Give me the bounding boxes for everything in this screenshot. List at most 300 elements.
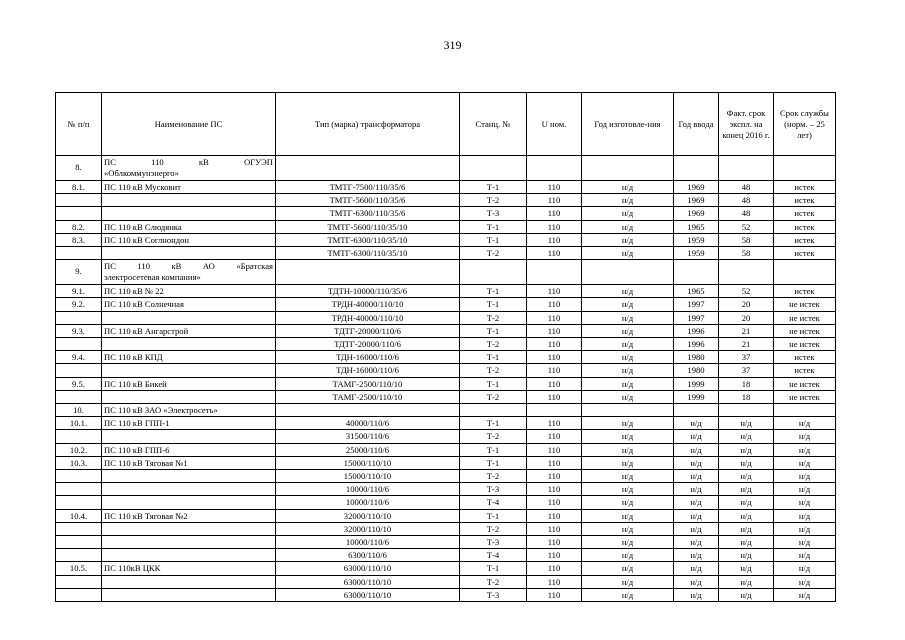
cell-mfg: н/д: [582, 483, 674, 496]
cell-life: не истек: [774, 298, 836, 311]
cell-name: [102, 575, 276, 588]
cell-name: [102, 390, 276, 403]
cell-year: 1969: [674, 194, 719, 207]
cell-name-line2: «Облкоммунэнерго»: [104, 168, 179, 178]
cell-year: н/д: [674, 588, 719, 601]
cell-mfg: н/д: [582, 324, 674, 337]
cell-mfg: [582, 156, 674, 181]
cell-life: не истек: [774, 390, 836, 403]
header-mfg: Год изготовле-ния: [582, 93, 674, 156]
cell-station: Т-1: [460, 456, 527, 469]
cell-num: [56, 483, 102, 496]
cell-life: не истек: [774, 311, 836, 324]
header-name: Наименование ПС: [102, 93, 276, 156]
cell-u: 110: [527, 430, 582, 443]
table-row: [56, 233, 836, 246]
cell-u: 110: [527, 522, 582, 535]
cell-mfg: н/д: [582, 233, 674, 246]
cell-num: [56, 364, 102, 377]
cell-fact: н/д: [719, 588, 774, 601]
cell-name: ПС 110 кВ Ангарстрой: [102, 324, 276, 337]
cell-num: 9.5.: [56, 377, 102, 390]
cell-u: 110: [527, 311, 582, 324]
cell-u: [527, 260, 582, 285]
cell-mfg: н/д: [582, 247, 674, 260]
cell-life: н/д: [774, 522, 836, 535]
cell-life: н/д: [774, 588, 836, 601]
cell-fact: 20: [719, 311, 774, 324]
cell-num: [56, 549, 102, 562]
cell-mfg: н/д: [582, 443, 674, 456]
cell-mfg: н/д: [582, 377, 674, 390]
cell-num: 8.3.: [56, 233, 102, 246]
cell-life: н/д: [774, 470, 836, 483]
cell-u: 110: [527, 233, 582, 246]
cell-num: [56, 338, 102, 351]
cell-mfg: н/д: [582, 311, 674, 324]
cell-fact: н/д: [719, 509, 774, 522]
cell-station: Т-1: [460, 324, 527, 337]
cell-life: не истек: [774, 377, 836, 390]
header-num: № п/п: [56, 93, 102, 156]
cell-name: ПС 110 кВ Солнечная: [102, 298, 276, 311]
table-row: [56, 351, 836, 364]
cell-station: Т-1: [460, 233, 527, 246]
cell-name: [102, 536, 276, 549]
cell-life: истек: [774, 351, 836, 364]
cell-name: ПС 110 кВ № 22: [102, 285, 276, 298]
cell-mfg: [582, 260, 674, 285]
cell-fact: 21: [719, 324, 774, 337]
cell-type: 40000/110/6: [276, 417, 460, 430]
cell-type: ТРДН-40000/110/10: [276, 298, 460, 311]
cell-life: истек: [774, 194, 836, 207]
cell-life: н/д: [774, 562, 836, 575]
cell-fact: 21: [719, 338, 774, 351]
cell-life: истек: [774, 285, 836, 298]
cell-name: [102, 588, 276, 601]
cell-year: н/д: [674, 522, 719, 535]
cell-station: Т-2: [460, 390, 527, 403]
cell-life: н/д: [774, 443, 836, 456]
cell-type: 63000/110/10: [276, 588, 460, 601]
cell-mfg: н/д: [582, 588, 674, 601]
cell-mfg: н/д: [582, 364, 674, 377]
cell-u: 110: [527, 351, 582, 364]
cell-station: Т-1: [460, 298, 527, 311]
header-u: U ном.: [527, 93, 582, 156]
table-row: [56, 509, 836, 522]
cell-num: [56, 470, 102, 483]
cell-type: ТМТГ-6300/110/35/6: [276, 207, 460, 220]
cell-fact: [719, 404, 774, 417]
cell-name-line1: ПС 110 кВ АО «Братская: [104, 260, 273, 271]
cell-year: н/д: [674, 417, 719, 430]
table-row: [56, 377, 836, 390]
cell-mfg: н/д: [582, 338, 674, 351]
cell-type: 10000/110/6: [276, 536, 460, 549]
cell-station: Т-1: [460, 562, 527, 575]
page-number: 319: [443, 38, 462, 52]
cell-life: истек: [774, 364, 836, 377]
cell-life: [774, 260, 836, 285]
cell-name: ПС 110 кВ КПД: [102, 351, 276, 364]
cell-num: 8.: [56, 156, 102, 181]
cell-station: Т-2: [460, 311, 527, 324]
cell-u: 110: [527, 549, 582, 562]
cell-fact: 52: [719, 220, 774, 233]
cell-station: [460, 260, 527, 285]
cell-name: [102, 156, 276, 181]
cell-life: н/д: [774, 483, 836, 496]
cell-type: ТДТН-10000/110/35/6: [276, 285, 460, 298]
cell-fact: н/д: [719, 575, 774, 588]
cell-u: 110: [527, 456, 582, 469]
cell-name: [102, 364, 276, 377]
cell-num: 10.3.: [56, 456, 102, 469]
header-life: Срок службы (норм. – 25 лет): [774, 93, 836, 156]
cell-mfg: [582, 404, 674, 417]
cell-name: [102, 311, 276, 324]
cell-fact: [719, 156, 774, 181]
cell-life: н/д: [774, 496, 836, 509]
cell-num: 9.1.: [56, 285, 102, 298]
cell-num: [56, 207, 102, 220]
cell-year: н/д: [674, 456, 719, 469]
cell-num: [56, 536, 102, 549]
cell-year: 1959: [674, 247, 719, 260]
table-row: [56, 260, 836, 285]
table-row: [56, 536, 836, 549]
cell-num: [56, 430, 102, 443]
cell-fact: н/д: [719, 456, 774, 469]
table-row: [56, 338, 836, 351]
cell-station: Т-2: [460, 470, 527, 483]
cell-type: 6300/110/6: [276, 549, 460, 562]
cell-type: ТРДН-40000/110/10: [276, 311, 460, 324]
cell-station: Т-1: [460, 220, 527, 233]
table-row: [56, 181, 836, 194]
cell-num: [56, 496, 102, 509]
cell-year: 1969: [674, 181, 719, 194]
cell-station: Т-2: [460, 338, 527, 351]
cell-mfg: н/д: [582, 390, 674, 403]
cell-year: 1999: [674, 377, 719, 390]
cell-station: Т-1: [460, 417, 527, 430]
cell-life: истек: [774, 233, 836, 246]
cell-num: 9.: [56, 260, 102, 285]
cell-num: [56, 311, 102, 324]
cell-life: н/д: [774, 430, 836, 443]
table-row: [56, 298, 836, 311]
cell-num: 8.2.: [56, 220, 102, 233]
cell-life: истек: [774, 181, 836, 194]
cell-type: 63000/110/10: [276, 562, 460, 575]
cell-name: ПС 110 кВ Бикей: [102, 377, 276, 390]
cell-type: [276, 404, 460, 417]
cell-name: ПС 110 кВ Слюдянка: [102, 220, 276, 233]
cell-mfg: н/д: [582, 470, 674, 483]
cell-station: Т-1: [460, 351, 527, 364]
cell-name: ПС 110 кВ Тяговая №1: [102, 456, 276, 469]
cell-num: 10.5.: [56, 562, 102, 575]
cell-year: 1965: [674, 285, 719, 298]
cell-station: Т-1: [460, 285, 527, 298]
cell-mfg: н/д: [582, 549, 674, 562]
cell-type: ТМТГ-6300/110/35/10: [276, 233, 460, 246]
cell-mfg: н/д: [582, 417, 674, 430]
table-row: [56, 390, 836, 403]
cell-type: ТМТГ-5600/110/35/6: [276, 194, 460, 207]
cell-station: [460, 156, 527, 181]
cell-u: 110: [527, 390, 582, 403]
cell-name: [102, 549, 276, 562]
table-header-row: [56, 93, 836, 156]
cell-fact: н/д: [719, 562, 774, 575]
cell-mfg: н/д: [582, 298, 674, 311]
cell-station: Т-2: [460, 522, 527, 535]
table-row: [56, 430, 836, 443]
cell-year: 1969: [674, 207, 719, 220]
cell-year: н/д: [674, 430, 719, 443]
cell-life: н/д: [774, 536, 836, 549]
cell-name: ПС 110 кВ ГПП-6: [102, 443, 276, 456]
cell-life: не истек: [774, 324, 836, 337]
cell-u: [527, 156, 582, 181]
cell-station: Т-1: [460, 509, 527, 522]
cell-u: 110: [527, 181, 582, 194]
table-row: [56, 470, 836, 483]
table-row: [56, 194, 836, 207]
cell-name: [102, 522, 276, 535]
cell-type: ТАМГ-2500/110/10: [276, 377, 460, 390]
cell-fact: 18: [719, 377, 774, 390]
cell-station: Т-1: [460, 181, 527, 194]
cell-station: Т-2: [460, 194, 527, 207]
cell-num: 8.1.: [56, 181, 102, 194]
cell-name: ПС 110 кВ Соглнондон: [102, 233, 276, 246]
cell-fact: н/д: [719, 443, 774, 456]
cell-type: 32000/110/10: [276, 509, 460, 522]
cell-type: 15000/110/10: [276, 470, 460, 483]
cell-mfg: н/д: [582, 207, 674, 220]
cell-fact: 37: [719, 351, 774, 364]
cell-year: 1996: [674, 324, 719, 337]
table-row: [56, 522, 836, 535]
cell-num: [56, 390, 102, 403]
cell-mfg: н/д: [582, 536, 674, 549]
cell-station: [460, 404, 527, 417]
cell-name: ПС 110 кВ Тяговая №2: [102, 509, 276, 522]
cell-station: Т-1: [460, 443, 527, 456]
cell-u: 110: [527, 443, 582, 456]
cell-u: 110: [527, 324, 582, 337]
cell-year: н/д: [674, 509, 719, 522]
cell-u: 110: [527, 496, 582, 509]
cell-type: ТДТГ-20000/110/6: [276, 324, 460, 337]
cell-u: 110: [527, 194, 582, 207]
cell-station: Т-4: [460, 496, 527, 509]
cell-u: 110: [527, 562, 582, 575]
table-row: [56, 588, 836, 601]
cell-u: 110: [527, 575, 582, 588]
header-station: Станц. №: [460, 93, 527, 156]
cell-life: истек: [774, 207, 836, 220]
cell-year: 1999: [674, 390, 719, 403]
table-row: [56, 549, 836, 562]
cell-fact: н/д: [719, 470, 774, 483]
cell-fact: н/д: [719, 430, 774, 443]
cell-num: [56, 588, 102, 601]
transformer-table: [55, 92, 836, 602]
cell-name: [102, 430, 276, 443]
cell-name: [102, 496, 276, 509]
cell-type: [276, 260, 460, 285]
cell-year: н/д: [674, 575, 719, 588]
cell-u: 110: [527, 220, 582, 233]
table-body: [56, 156, 836, 602]
cell-fact: 58: [719, 247, 774, 260]
cell-station: Т-2: [460, 364, 527, 377]
cell-mfg: н/д: [582, 351, 674, 364]
cell-fact: 58: [719, 233, 774, 246]
cell-life: истек: [774, 220, 836, 233]
cell-mfg: н/д: [582, 496, 674, 509]
cell-year: 1959: [674, 233, 719, 246]
cell-fact: н/д: [719, 549, 774, 562]
cell-u: 110: [527, 509, 582, 522]
cell-year: 1980: [674, 364, 719, 377]
cell-name-line1: ПС 110 кВ ОГУЭП: [104, 156, 273, 167]
cell-life: [774, 404, 836, 417]
cell-mfg: н/д: [582, 575, 674, 588]
cell-station: Т-2: [460, 575, 527, 588]
cell-fact: н/д: [719, 522, 774, 535]
cell-station: Т-3: [460, 536, 527, 549]
cell-life: н/д: [774, 456, 836, 469]
cell-year: [674, 156, 719, 181]
cell-num: 9.4.: [56, 351, 102, 364]
cell-year: н/д: [674, 562, 719, 575]
table-row: [56, 156, 836, 181]
cell-fact: [719, 260, 774, 285]
table-row: [56, 456, 836, 469]
cell-name: [102, 207, 276, 220]
cell-year: н/д: [674, 470, 719, 483]
cell-name: [102, 483, 276, 496]
cell-u: 110: [527, 285, 582, 298]
cell-name: ПС 110 кВ ЗАО «Электросеть»: [102, 404, 276, 417]
table-row: [56, 575, 836, 588]
cell-u: 110: [527, 417, 582, 430]
table-row: [56, 443, 836, 456]
cell-type: [276, 156, 460, 181]
table-row: [56, 220, 836, 233]
cell-type: 15000/110/10: [276, 456, 460, 469]
cell-mfg: н/д: [582, 522, 674, 535]
table-row: [56, 324, 836, 337]
cell-fact: н/д: [719, 496, 774, 509]
cell-year: 1997: [674, 298, 719, 311]
cell-type: 63000/110/10: [276, 575, 460, 588]
cell-year: [674, 404, 719, 417]
cell-year: 1997: [674, 311, 719, 324]
cell-u: 110: [527, 364, 582, 377]
cell-life: н/д: [774, 549, 836, 562]
table-row: [56, 207, 836, 220]
header-year: Год ввода: [674, 93, 719, 156]
cell-u: 110: [527, 536, 582, 549]
cell-fact: 48: [719, 207, 774, 220]
table-row: [56, 285, 836, 298]
cell-mfg: н/д: [582, 194, 674, 207]
cell-station: Т-4: [460, 549, 527, 562]
cell-year: н/д: [674, 483, 719, 496]
cell-type: ТМТГ-5600/110/35/10: [276, 220, 460, 233]
cell-name: ПС 110 кВ Мусковит: [102, 181, 276, 194]
header-type: Тип (марка) трансформатора: [276, 93, 460, 156]
cell-station: Т-1: [460, 377, 527, 390]
table-row: [56, 483, 836, 496]
cell-fact: 52: [719, 285, 774, 298]
cell-name-line2: электросетевая компания»: [104, 272, 201, 283]
cell-year: н/д: [674, 496, 719, 509]
cell-life: [774, 156, 836, 181]
cell-fact: 48: [719, 194, 774, 207]
cell-name: ПС 110кВ ЦКК: [102, 562, 276, 575]
cell-life: н/д: [774, 509, 836, 522]
cell-station: Т-2: [460, 430, 527, 443]
cell-u: 110: [527, 298, 582, 311]
cell-type: 31500/110/6: [276, 430, 460, 443]
cell-station: Т-2: [460, 247, 527, 260]
cell-year: 1965: [674, 220, 719, 233]
cell-type: ТМТГ-7500/110/35/6: [276, 181, 460, 194]
cell-year: 1996: [674, 338, 719, 351]
cell-fact: 18: [719, 390, 774, 403]
cell-name: [102, 247, 276, 260]
cell-u: [527, 404, 582, 417]
cell-life: не истек: [774, 338, 836, 351]
cell-year: 1980: [674, 351, 719, 364]
cell-num: [56, 522, 102, 535]
cell-u: 110: [527, 207, 582, 220]
cell-type: ТАМГ-2500/110/10: [276, 390, 460, 403]
cell-name: [102, 338, 276, 351]
table-row: [56, 247, 836, 260]
cell-fact: 37: [719, 364, 774, 377]
cell-u: 110: [527, 338, 582, 351]
cell-name: [102, 194, 276, 207]
cell-mfg: н/д: [582, 456, 674, 469]
cell-station: Т-3: [460, 588, 527, 601]
cell-fact: 20: [719, 298, 774, 311]
cell-mfg: н/д: [582, 509, 674, 522]
cell-type: 32000/110/10: [276, 522, 460, 535]
table-row: [56, 364, 836, 377]
cell-name: ПС 110 кВ ГПП-1: [102, 417, 276, 430]
cell-type: ТДН-16000/110/6: [276, 351, 460, 364]
cell-type: ТМТГ-6300/110/35/10: [276, 247, 460, 260]
cell-num: 10.2.: [56, 443, 102, 456]
cell-mfg: н/д: [582, 285, 674, 298]
header-fact: Факт. срок экспл. на конец 2016 г.: [719, 93, 774, 156]
cell-type: 10000/110/6: [276, 496, 460, 509]
table-row: [56, 562, 836, 575]
cell-num: 10.4.: [56, 509, 102, 522]
cell-num: [56, 575, 102, 588]
cell-mfg: н/д: [582, 430, 674, 443]
